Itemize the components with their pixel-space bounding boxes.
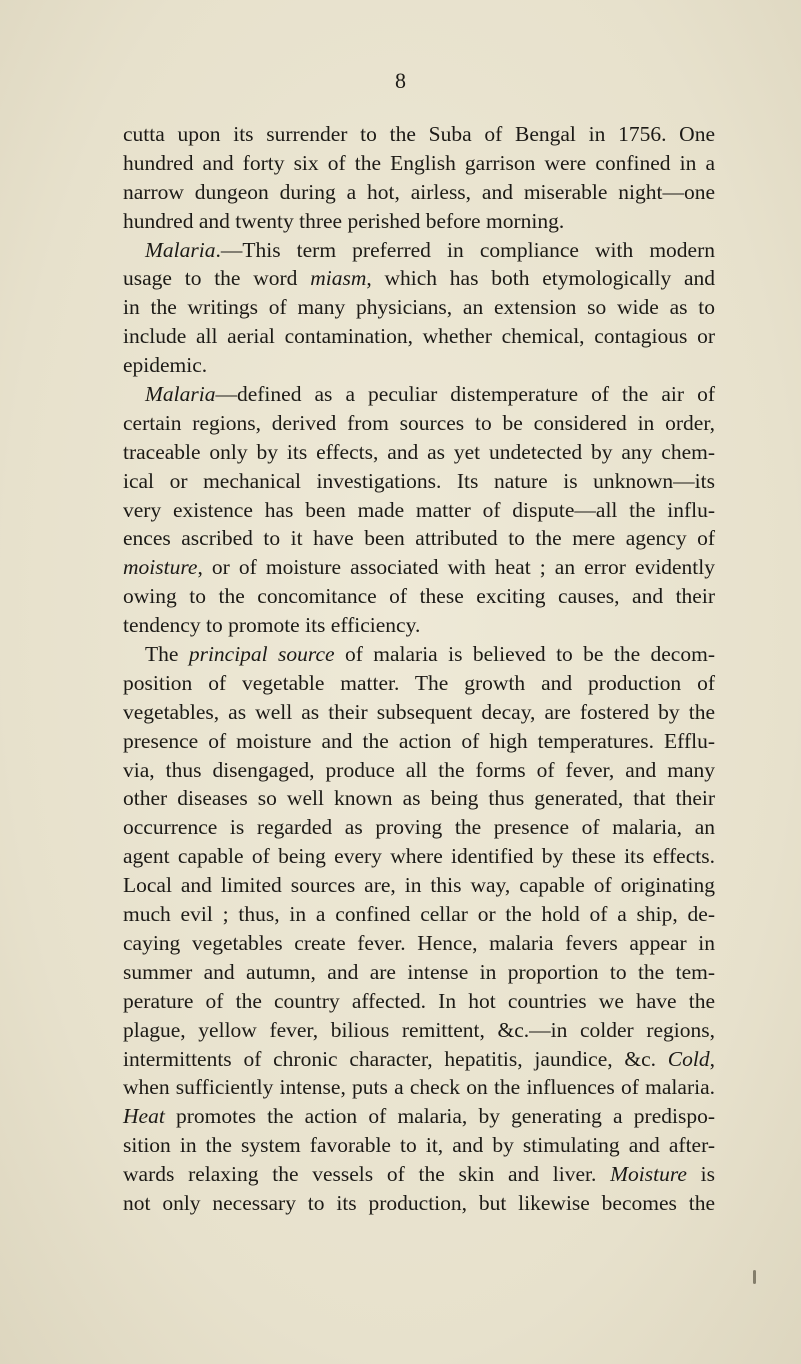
term-cold: Cold xyxy=(667,1046,710,1071)
text-line: The principal source of malaria is believed to be the decom- xyxy=(145,642,715,667)
text-line: perature of the country affected. In hot countries we have the xyxy=(123,988,715,1013)
text-line: include all aerial contamination, whether chemical, contagious or xyxy=(123,324,715,349)
term-moisture: moisture xyxy=(123,555,198,580)
text-line: ences ascribed to it have been attributed to the mere agency of xyxy=(123,526,715,551)
text-line: hundred and twenty three perished before morning. xyxy=(123,208,565,233)
text-line: Malaria.—This term preferred in compliance with modern xyxy=(145,237,715,262)
text-line: cutta upon its surrender to the Suba of Bengal in 1756. One xyxy=(123,122,715,146)
text-line: agent capable of being every where identified by these its effects. xyxy=(123,844,715,869)
text-line: summer and autumn, and are intense in proportion to the tem- xyxy=(123,959,715,984)
term-malaria: Malaria xyxy=(145,382,216,407)
page-number: 8 xyxy=(395,68,406,93)
text-line: narrow dungeon during a hot, airless, and miserable night—one xyxy=(123,179,715,204)
text-line: Local and limited sources are, in this way, capable of originating xyxy=(123,873,715,898)
text-line: in the writings of many physicians, an extension so wide as to xyxy=(123,295,715,320)
text-line: owing to the concomitance of these exciting causes, and their xyxy=(123,584,715,609)
text-line: much evil ; thus, in a confined cellar or the hold of a ship, de- xyxy=(123,902,715,927)
body-text xyxy=(123,120,715,1218)
text-line: vegetables, as well as their subsequent decay, are fostered by the xyxy=(123,699,715,724)
text-line: occurrence is regarded as proving the presence of malaria, an xyxy=(123,815,715,840)
text-line: intermittents of chronic character, hepatitis, jaundice, &c. Cold, xyxy=(123,1046,715,1071)
text-line: very existence has been made matter of dispute—all the influ- xyxy=(123,497,715,522)
text-line: hundred and forty six of the English garrison were confined in a xyxy=(123,150,715,175)
text-line: caying vegetables create fever. Hence, malaria fevers appear in xyxy=(123,930,715,955)
text-line: presence of moisture and the action of high temperatures. Efflu- xyxy=(123,728,715,753)
text-line: traceable only by its effects, and as yet undetected by any chem- xyxy=(123,439,715,464)
text-line: wards relaxing the vessels of the skin and liver. Moisture is xyxy=(123,1162,715,1187)
text-line: sition in the system favorable to it, and by stimulating and after- xyxy=(123,1133,715,1158)
text-line: tendency to promote its efficiency. xyxy=(123,613,421,638)
text-line: Heat promotes the action of malaria, by generating a predispo- xyxy=(123,1104,715,1129)
text-line: moisture, or of moisture associated with heat ; an error evidently xyxy=(123,555,715,580)
text-line: not only necessary to its production, but likewise becomes the xyxy=(123,1190,715,1215)
text-line: epidemic. xyxy=(123,353,208,378)
text-line: via, thus disengaged, produce all the forms of fever, and many xyxy=(123,757,715,782)
ink-mark xyxy=(753,1270,756,1284)
text-line: Malaria—defined as a peculiar distemperature of the air of xyxy=(145,382,715,407)
text-line: when sufficiently intense, puts a check on the influences of malaria. xyxy=(123,1075,715,1100)
text-line: ical or mechanical investigations. Its nature is unknown—its xyxy=(123,468,715,493)
term-miasm: miasm xyxy=(310,266,367,291)
text-line: plague, yellow fever, bilious remittent, &c.—in colder regions, xyxy=(123,1017,715,1042)
term-heat: Heat xyxy=(123,1104,165,1129)
text-line: other diseases so well known as being thus generated, that their xyxy=(123,786,715,811)
text-line: position of vegetable matter. The growth and production of xyxy=(123,670,715,695)
term-moisture: Moisture xyxy=(610,1162,687,1187)
text-line: certain regions, derived from sources to be considered in order, xyxy=(123,410,715,435)
text-line: usage to the word miasm, which has both etymologically and xyxy=(123,266,715,291)
term-principal-source: principal source xyxy=(188,642,335,667)
term-malaria: Malaria xyxy=(145,237,216,262)
